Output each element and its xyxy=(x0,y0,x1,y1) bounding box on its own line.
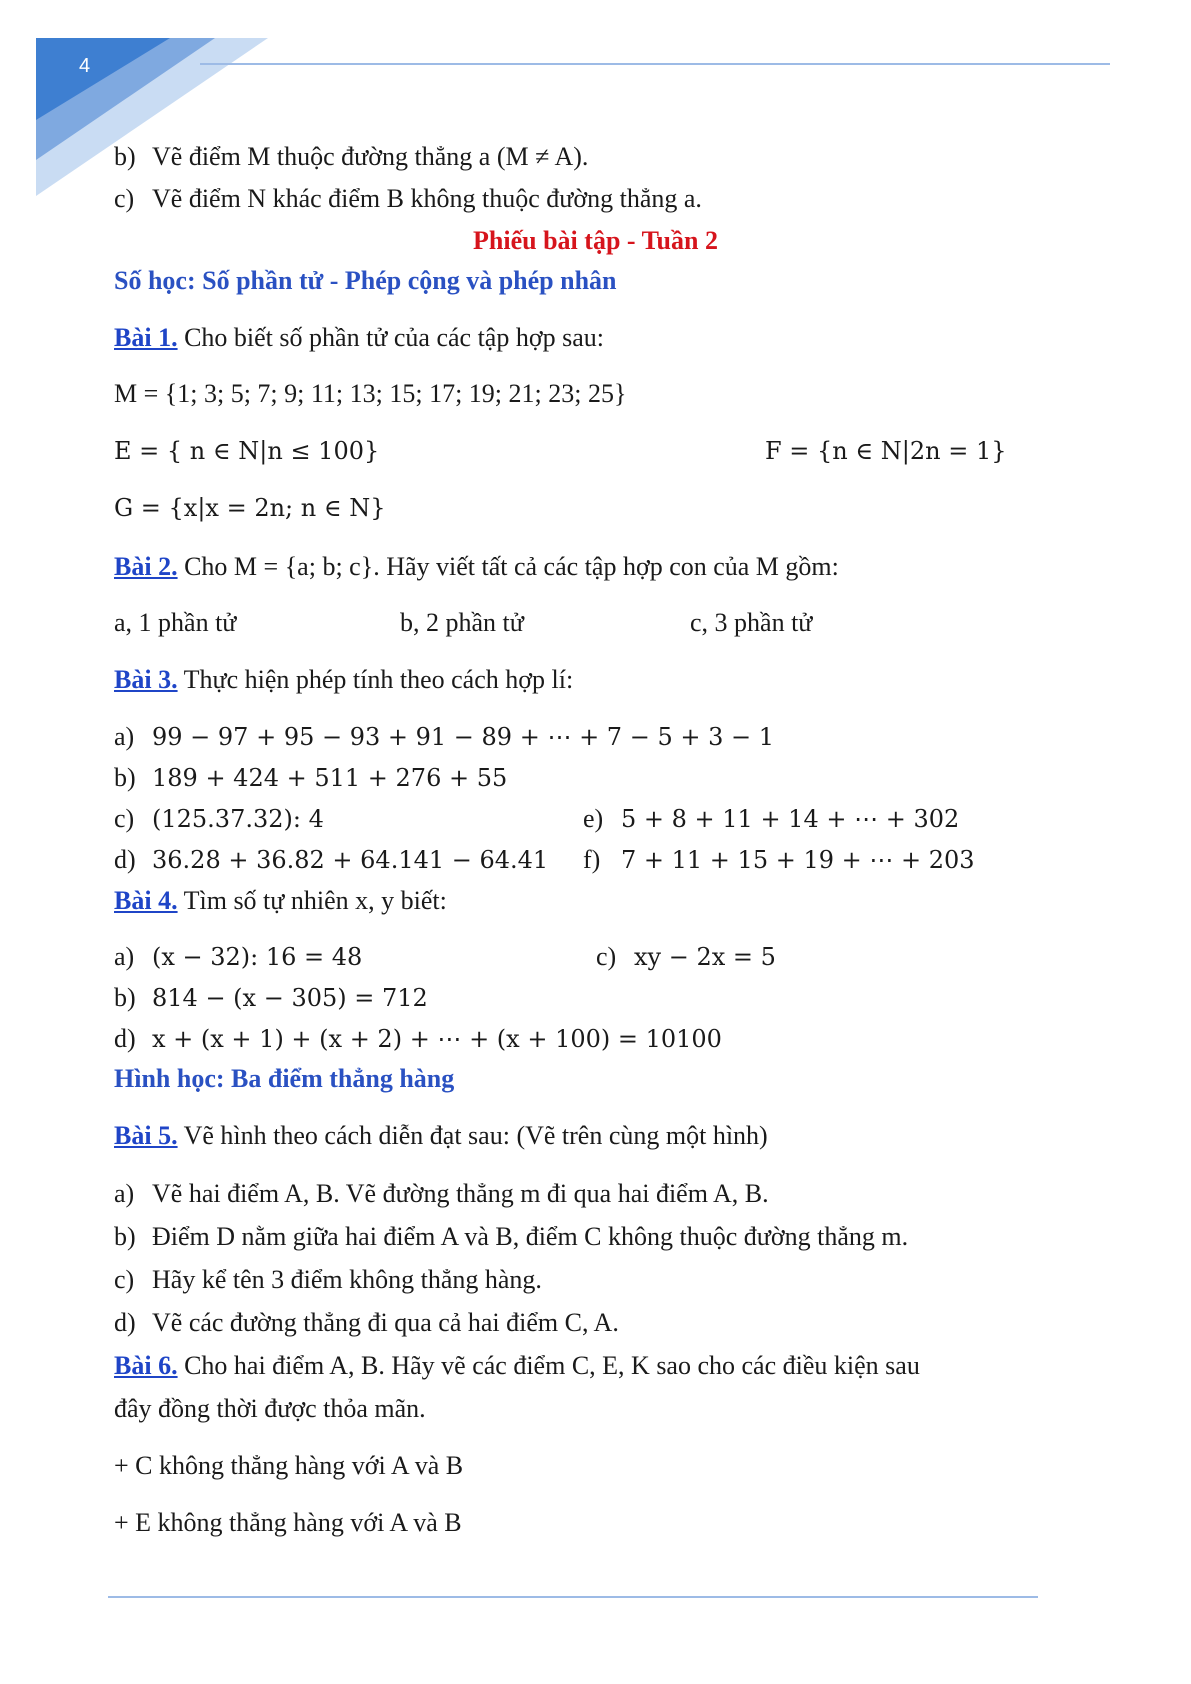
exercise-5-c: c) Hãy kể tên 3 điểm không thẳng hàng. xyxy=(114,1265,542,1294)
exercise-4-c: c) xy − 2x = 5 xyxy=(596,942,776,971)
exercise-3-c: c) (125.37.32): 4 xyxy=(114,804,324,833)
exercise-2-option-b: b, 2 phần tử xyxy=(400,608,524,637)
worksheet-title: Phiếu bài tập - Tuần 2 xyxy=(473,226,718,255)
page-number: 4 xyxy=(79,55,91,77)
exercise-4: Bài 4. Tìm số tự nhiên x, y biết: xyxy=(114,886,447,915)
exercise-2-label: Bài 2. xyxy=(114,552,178,581)
exercise-2-option-c: c, 3 phần tử xyxy=(690,608,813,637)
exercise-4-d: d) x + (x + 1) + (x + 2) + ⋯ + (x + 100) = 10100 xyxy=(114,1024,722,1053)
exercise-6-condition-e: + E không thẳng hàng với A và B xyxy=(114,1508,462,1537)
exercise-4-b: b) 814 − (x − 305) = 712 xyxy=(114,983,428,1012)
exercise-6-label: Bài 6. xyxy=(114,1351,178,1380)
header-rule xyxy=(200,63,1110,65)
exercise-3-f: f) 7 + 11 + 15 + 19 + ⋯ + 203 xyxy=(583,845,975,874)
exercise-1-label: Bài 1. xyxy=(114,323,178,352)
set-m: M = {1; 3; 5; 7; 9; 11; 13; 15; 17; 19; 21; 23; 25} xyxy=(114,379,627,408)
exercise-2: Bài 2. Cho M = {a; b; c}. Hãy viết tất cả các tập hợp con của M gồm: xyxy=(114,552,839,581)
exercise-5-a: a) Vẽ hai điểm A, B. Vẽ đường thẳng m đi qua hai điểm A, B. xyxy=(114,1179,769,1208)
exercise-3-b: b) 189 + 424 + 511 + 276 + 55 xyxy=(114,763,508,792)
exercise-3-d: d) 36.28 + 36.82 + 64.141 − 64.41 xyxy=(114,845,549,874)
top-item-c: c) Vẽ điểm N khác điểm B không thuộc đường thẳng a. xyxy=(114,184,702,213)
set-g: G = {x|x = 2n; n ∈ N} xyxy=(114,494,386,522)
top-item-b: b) Vẽ điểm M thuộc đường thẳng a (M ≠ A). xyxy=(114,142,589,171)
exercise-6-continuation: đây đồng thời được thỏa mãn. xyxy=(114,1394,426,1423)
footer-rule xyxy=(108,1596,1038,1598)
exercise-3-e: e) 5 + 8 + 11 + 14 + ⋯ + 302 xyxy=(583,804,960,833)
exercise-6-condition-c: + C không thẳng hàng với A và B xyxy=(114,1451,464,1480)
section-heading-arithmetic: Số học: Số phần tử - Phép cộng và phép nhân xyxy=(114,266,617,295)
exercise-6: Bài 6. Cho hai điểm A, B. Hãy vẽ các điểm C, E, K sao cho các điều kiện sau xyxy=(114,1351,920,1380)
exercise-4-a: a) (x − 32): 16 = 48 xyxy=(114,942,363,971)
exercise-5-label: Bài 5. xyxy=(114,1121,178,1150)
exercise-2-option-a: a, 1 phần tử xyxy=(114,608,237,637)
exercise-3-a: a) 99 − 97 + 95 − 93 + 91 − 89 + ⋯ + 7 − 5 + 3 − 1 xyxy=(114,722,774,751)
exercise-5-b: b) Điểm D nằm giữa hai điểm A và B, điểm C không thuộc đường thẳng m. xyxy=(114,1222,909,1251)
exercise-5: Bài 5. Vẽ hình theo cách diễn đạt sau: (Vẽ trên cùng một hình) xyxy=(114,1121,768,1150)
section-heading-geometry: Hình học: Ba điểm thẳng hàng xyxy=(114,1064,455,1093)
exercise-3-label: Bài 3. xyxy=(114,665,178,694)
exercise-5-d: d) Vẽ các đường thẳng đi qua cả hai điểm C, A. xyxy=(114,1308,619,1337)
exercise-3: Bài 3. Thực hiện phép tính theo cách hợp lí: xyxy=(114,665,574,694)
set-e: E = { n ∈ N|n ≤ 100} xyxy=(114,437,380,465)
exercise-4-label: Bài 4. xyxy=(114,886,178,915)
set-f: F = {n ∈ N|2n = 1} xyxy=(765,437,1007,465)
exercise-1: Bài 1. Cho biết số phần tử của các tập hợp sau: xyxy=(114,323,604,352)
